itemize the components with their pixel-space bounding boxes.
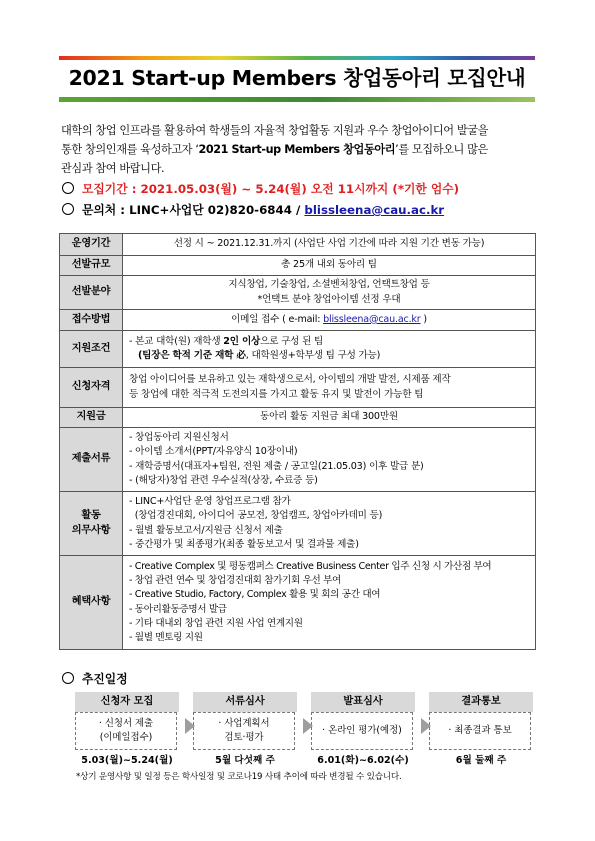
row-value bbox=[123, 428, 536, 492]
step-2-body-1: · 사업계획서 bbox=[218, 718, 270, 729]
row-value: 총 25개 내외 동아리 팀 bbox=[123, 256, 536, 276]
page-title: 2021 Start-up Members 창업동아리 모집안내 bbox=[68, 66, 526, 90]
title-top-stripe bbox=[59, 56, 535, 60]
step-1-body-2: (이메일접수) bbox=[99, 732, 153, 743]
list-item: - 월별 활동보고서/지원금 신청서 제출 bbox=[129, 524, 283, 536]
list-item: - 창업 관련 연수 및 창업경진대회 참가기회 우선 부여 bbox=[129, 575, 341, 587]
program-name: 2021 Start-up Members 창업동아리 bbox=[198, 143, 396, 156]
table-row bbox=[60, 331, 536, 368]
table-row bbox=[60, 428, 536, 492]
step-1-date: 5.03(월)~5.24(월) bbox=[81, 755, 173, 766]
schedule-heading bbox=[62, 670, 128, 687]
table-row bbox=[60, 234, 536, 256]
condition-pre: - 본교 대학(원) 재학생 bbox=[129, 335, 224, 347]
list-item: - 재학증명서(대표자+팀원, 전원 제출 / 공고일(21.05.03) 이후 발급 분) bbox=[129, 460, 424, 472]
step-2-date: 5월 다섯째 주 bbox=[215, 755, 275, 766]
step-3-body-1: · 온라인 평가(예정) bbox=[322, 725, 402, 736]
row-value bbox=[123, 492, 536, 556]
condition-post: 으로 구성 된 팀 bbox=[260, 335, 324, 347]
recruit-period bbox=[62, 180, 459, 197]
contact-email-link[interactable]: blissleena@cau.ac.kr bbox=[304, 203, 445, 217]
step-4-box bbox=[429, 712, 531, 750]
intro-line-1: 대학의 창업 인프라를 활용하여 학생들의 자율적 창업활동 지원과 우수 창업아이디어 발굴을 bbox=[61, 124, 489, 137]
row-value: 선정 시 ~ 2021.12.31.까지 (사업단 사업 기간에 따라 지원 기간 변동 가능) bbox=[123, 234, 536, 256]
row-label: 지원조건 bbox=[60, 331, 123, 368]
condition-line-2 bbox=[129, 349, 529, 363]
row-label: 신청자격 bbox=[60, 368, 123, 408]
table-row bbox=[60, 556, 536, 650]
table-row bbox=[60, 256, 536, 276]
row-value bbox=[123, 310, 536, 331]
condition-line-1 bbox=[129, 335, 529, 349]
row-value: 동아리 활동 지원금 최대 300만원 bbox=[123, 408, 536, 428]
step-4-date: 6월 둘째 주 bbox=[455, 755, 507, 766]
title-bottom-stripe bbox=[59, 97, 535, 102]
apply-post: ) bbox=[420, 313, 427, 325]
intro-line-3: 관심과 참여 바랍니다. bbox=[61, 162, 165, 175]
row-value bbox=[123, 556, 536, 650]
list-item: - 아이템 소개서(PPT/자유양식 10장이내) bbox=[129, 446, 298, 458]
list-item: - 동아리활동증명서 발급 bbox=[129, 603, 227, 615]
intro-line-2-post: ’를 모집하오니 많은 bbox=[395, 143, 488, 156]
schedule-title: 추진일정 bbox=[82, 672, 128, 686]
circle-bullet-icon bbox=[62, 203, 74, 215]
row-value bbox=[123, 368, 536, 408]
circle-bullet-icon bbox=[62, 672, 74, 684]
list-item: - Creative Studio, Factory, Complex 활용 및 회의 공간 대여 bbox=[129, 589, 381, 601]
step-2-box bbox=[193, 712, 295, 750]
list-item: - Creative Complex 및 평동캠퍼스 Creative Business Center 입주 신청 시 가산점 부여 bbox=[129, 560, 492, 572]
row-label bbox=[60, 492, 123, 556]
footnote: *상기 운영사항 및 일정 등은 학사일정 및 코로나19 사태 추이에 따라 변경될 수 있습니다. bbox=[76, 772, 402, 782]
condition-bold-2: (팀장은 학적 기준 재학 必 bbox=[138, 350, 246, 361]
field-line-1: 지식창업, 기술창업, 소셜벤처창업, 언택트창업 등 bbox=[228, 279, 430, 291]
info-table bbox=[59, 233, 536, 650]
duty-label-2: 의무사항 bbox=[71, 524, 111, 536]
step-2-head: 서류심사 bbox=[193, 692, 297, 712]
circle-bullet-icon bbox=[62, 182, 74, 194]
row-label: 선발규모 bbox=[60, 256, 123, 276]
list-item: - 중간평가 및 최종평가(최종 활동보고서 및 결과물 제출) bbox=[129, 538, 359, 550]
row-label: 선발분야 bbox=[60, 276, 123, 310]
step-3-date: 6.01(화)~6.02(수) bbox=[317, 755, 409, 766]
apply-pre: 이메일 접수 ( e-mail: bbox=[231, 313, 324, 325]
condition-post-2: , 대학원생+학부생 팀 구성 가능) bbox=[245, 350, 381, 361]
step-1-box bbox=[75, 712, 177, 750]
list-item: - (해당자)창업 관련 우수실적(상장, 수료증 등) bbox=[129, 474, 318, 486]
duty-label-1: 활동 bbox=[81, 510, 101, 522]
row-label: 지원금 bbox=[60, 408, 123, 428]
intro-line-2-pre: 통한 창의인재를 육성하고자 ‘ bbox=[61, 143, 199, 156]
row-label: 혜택사항 bbox=[60, 556, 123, 650]
list-item: - 월별 멘토링 지원 bbox=[129, 631, 203, 643]
row-value bbox=[123, 276, 536, 310]
table-row bbox=[60, 276, 536, 310]
step-1-head: 신청자 모집 bbox=[75, 692, 179, 712]
row-label: 제출서류 bbox=[60, 428, 123, 492]
row-value bbox=[123, 331, 536, 368]
step-1-body-1: · 신청서 제출 bbox=[98, 718, 154, 729]
step-4-head: 결과통보 bbox=[429, 692, 533, 712]
row-label: 운영기간 bbox=[60, 234, 123, 256]
table-row bbox=[60, 492, 536, 556]
apply-email-link[interactable]: blissleena@cau.ac.kr bbox=[323, 313, 421, 325]
list-item: (창업경진대회, 아이디어 공모전, 창업캠프, 창업아카데미 등) bbox=[129, 510, 383, 522]
step-2-body-2: 검토·평가 bbox=[224, 732, 264, 743]
intro-paragraph bbox=[61, 121, 539, 178]
list-item: - LINC+사업단 운영 창업프로그램 참가 bbox=[129, 496, 291, 508]
qualification-line-1: 창업 아이디어를 보유하고 있는 재학생으로서, 아이템의 개발 발전, 시제품 제작 bbox=[129, 374, 451, 386]
qualification-line-2: 등 창업에 대한 적극적 도전의지를 가지고 활동 유지 및 발전이 가능한 팀 bbox=[129, 388, 424, 400]
recruit-period-text: 모집기간 : 2021.05.03(월) ~ 5.24(월) 오전 11시까지 (*기한 엄수) bbox=[82, 182, 460, 196]
step-4-body-1: · 최종결과 통보 bbox=[448, 725, 512, 736]
table-row bbox=[60, 368, 536, 408]
table-row bbox=[60, 310, 536, 331]
table-row bbox=[60, 408, 536, 428]
field-line-2: *언택트 분야 창업아이템 선정 우대 bbox=[257, 293, 401, 305]
step-3-box bbox=[311, 712, 413, 750]
list-item: - 기타 대내외 창업 관련 지원 사업 연계지원 bbox=[129, 617, 303, 629]
contact-info bbox=[62, 201, 444, 218]
condition-bold: 2인 이상 bbox=[223, 335, 261, 347]
contact-text: 문의처 : LINC+사업단 02)820-6844 / bbox=[82, 203, 305, 217]
row-label: 접수방법 bbox=[60, 310, 123, 331]
list-item: - 창업동아리 지원신청서 bbox=[129, 432, 229, 444]
step-3-head: 발표심사 bbox=[311, 692, 415, 712]
intro-line-2 bbox=[61, 140, 539, 159]
